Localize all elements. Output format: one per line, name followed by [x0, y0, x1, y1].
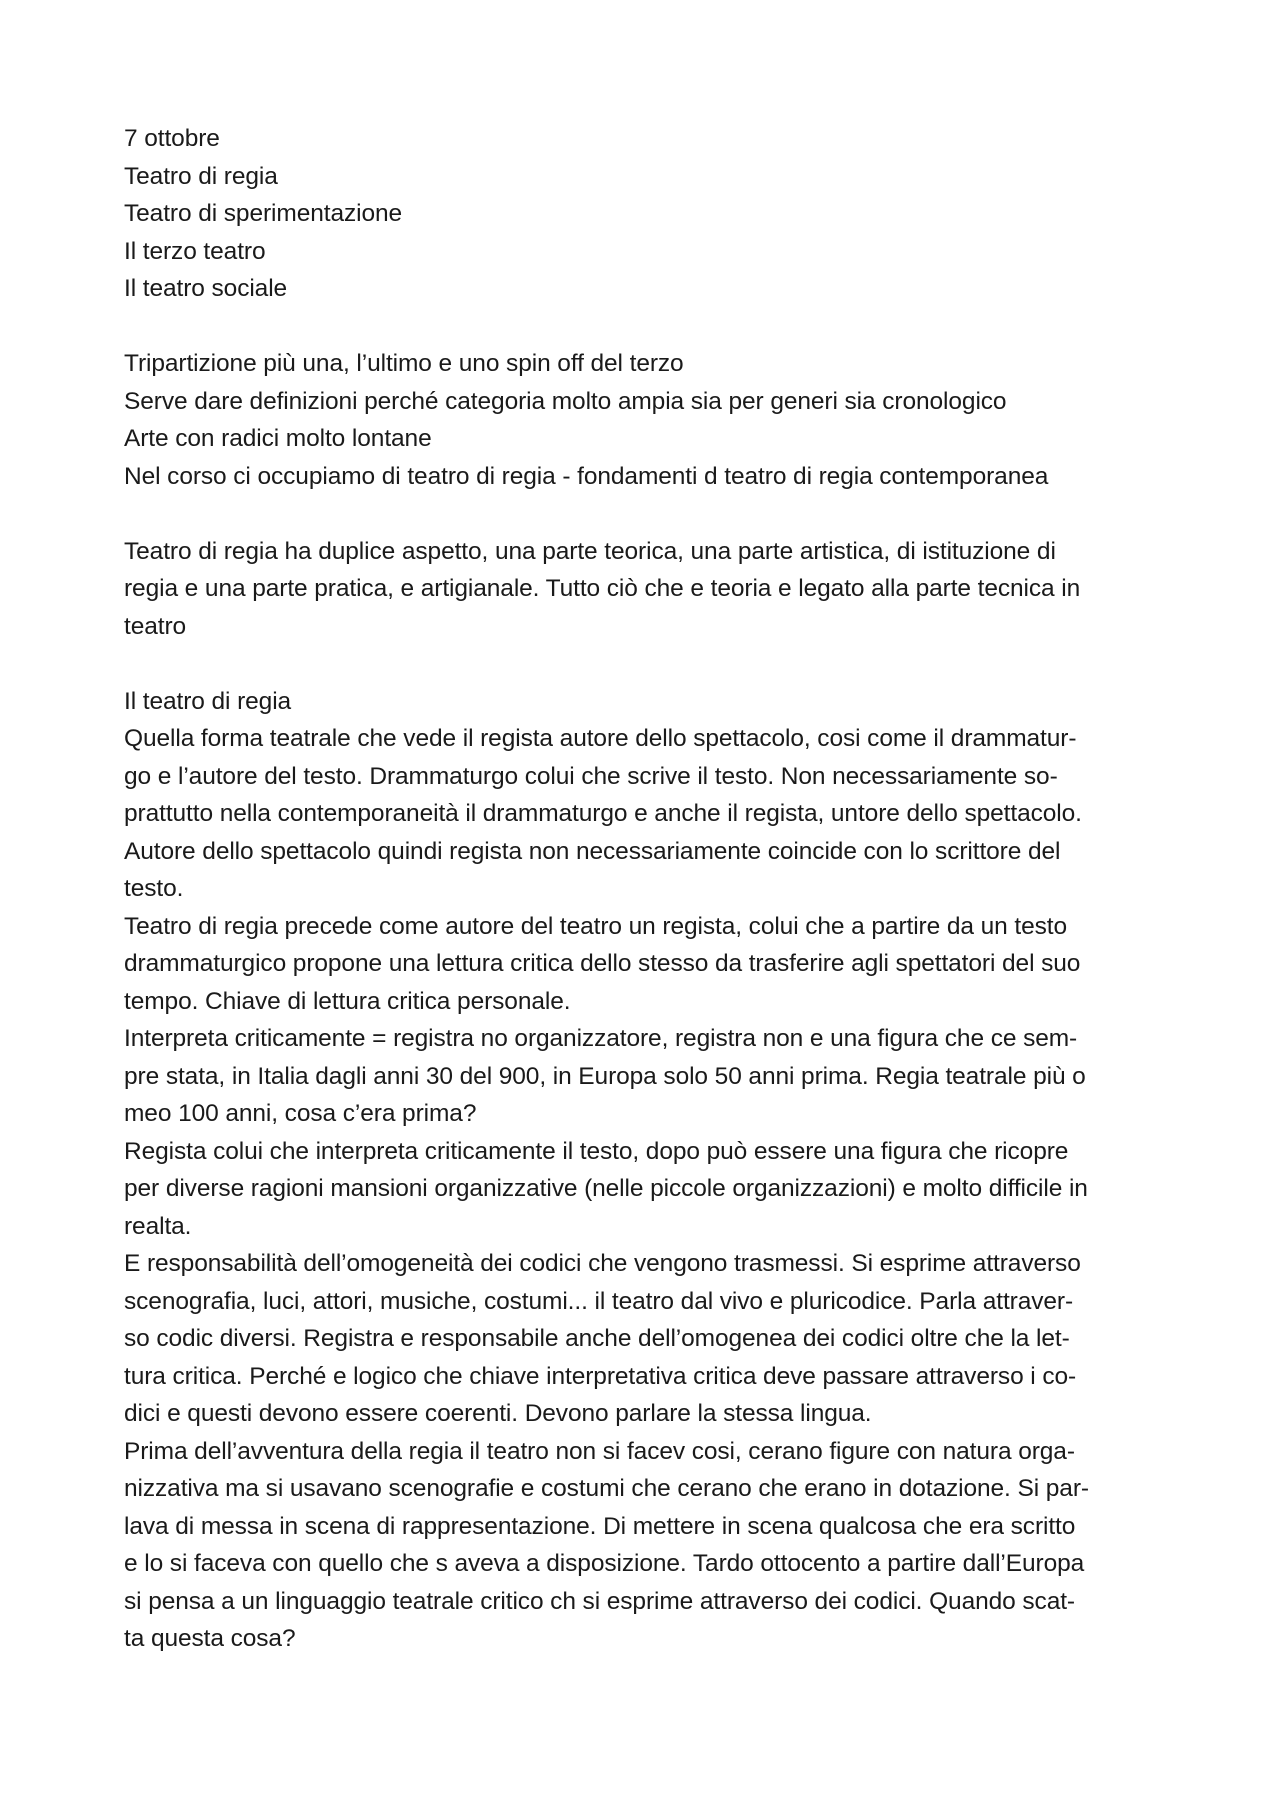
- text-line: scenografia, luci, attori, musiche, costumi... il teatro dal vivo e pluricodice. Parla attraver-: [124, 1287, 1074, 1315]
- text-line: tura critica. Perché e logico che chiave interpretativa critica deve passare attraverso i co-: [124, 1362, 1077, 1390]
- text-line: meo 100 anni, cosa c’era prima?: [124, 1100, 477, 1127]
- text-line: Teatro di regia ha duplice aspetto, una parte teorica, una parte artistica, di istituzione di: [124, 537, 1056, 565]
- text-line: testo.: [124, 875, 184, 902]
- document-page: [124, 120, 1164, 1658]
- text-line: teatro: [124, 612, 187, 640]
- main-block: [124, 683, 1164, 1658]
- intro-block: [124, 345, 1164, 495]
- text-line: go e l’autore del testo. Drammaturgo colui che scrive il testo. Non necessariamente so-: [124, 762, 1058, 790]
- text-line: Regista colui che interpreta criticamente il testo, dopo può essere una figura che ricopre: [124, 1137, 1069, 1165]
- text-line: realta.: [124, 1212, 192, 1240]
- text-line: Serve dare definizioni perché categoria molto ampia sia per generi sia cronologico: [124, 387, 1007, 415]
- paragraph-gap: [124, 495, 1164, 533]
- text-line: dici e questi devono essere coerenti. Devono parlare la stessa lingua.: [124, 1400, 872, 1427]
- aspect-block: [124, 533, 1164, 646]
- text-line: Autore dello spettacolo quindi regista non necessariamente coincide con lo scrittore del: [124, 837, 1061, 865]
- text-line: tempo. Chiave di lettura critica personale.: [124, 987, 571, 1015]
- text-line: Quella forma teatrale che vede il regista autore dello spettacolo, cosi come il drammatur-: [124, 725, 1077, 752]
- text-line: lava di messa in scena di rappresentazione. Di mettere in scena qualcosa che era scritto: [124, 1512, 1076, 1540]
- text-line: pre stata, in Italia dagli anni 30 del 900, in Europa solo 50 anni prima. Regia teatrale più o: [124, 1062, 1086, 1090]
- topic-line: Teatro di sperimentazione: [124, 200, 403, 227]
- text-line: Tripartizione più una, l’ultimo e uno spin off del terzo: [124, 350, 684, 377]
- text-line: e lo si faceva con quello che s aveva a disposizione. Tardo ottocento a partire dall’Europa: [124, 1550, 1085, 1577]
- text-line: so codic diversi. Registra e responsabile anche dell’omogenea dei codici oltre che la let-: [124, 1325, 1070, 1352]
- text-line: nizzativa ma si usavano scenografie e costumi che cerano che erano in dotazione. Si par-: [124, 1475, 1089, 1502]
- text-line: Nel corso ci occupiamo di teatro di regia - fondamenti d teatro di regia contemporanea: [124, 462, 1049, 490]
- text-line: per diverse ragioni mansioni organizzative (nelle piccole organizzazioni) e molto difficile in: [124, 1175, 1088, 1202]
- text-line: Prima dell’avventura della regia il teatro non si facev cosi, cerano figure con natura orga-: [124, 1437, 1075, 1465]
- text-line: Interpreta criticamente = registra no organizzatore, registra non e una figura che ce sem-: [124, 1025, 1078, 1052]
- topic-line: Teatro di regia: [124, 162, 278, 190]
- date-line: 7 ottobre: [124, 125, 220, 152]
- header-block: [124, 120, 1164, 308]
- text-line: Arte con radici molto lontane: [124, 425, 432, 452]
- text-line: drammaturgico propone una lettura critica dello stesso da trasferire agli spettatori del suo: [124, 950, 1081, 977]
- text-line: Teatro di regia precede come autore del teatro un regista, colui che a partire da un testo: [124, 912, 1067, 940]
- paragraph-gap: [124, 308, 1164, 346]
- text-line: regia e una parte pratica, e artigianale. Tutto ciò che e teoria e legato alla parte tecnica in: [124, 575, 1081, 602]
- text-line: prattutto nella contemporaneità il drammaturgo e anche il regista, untore dello spettacolo.: [124, 800, 1082, 827]
- topic-line: Il teatro sociale: [124, 275, 288, 302]
- text-line: si pensa a un linguaggio teatrale critico ch si esprime attraverso dei codici. Quando scat-: [124, 1587, 1075, 1615]
- text-line: E responsabilità dell’omogeneità dei codici che vengono trasmessi. Si esprime attraverso: [124, 1250, 1081, 1277]
- paragraph-gap: [124, 645, 1164, 683]
- section-heading: Il teatro di regia: [124, 687, 292, 715]
- text-line: ta questa cosa?: [124, 1625, 296, 1652]
- topic-line: Il terzo teatro: [124, 237, 266, 265]
